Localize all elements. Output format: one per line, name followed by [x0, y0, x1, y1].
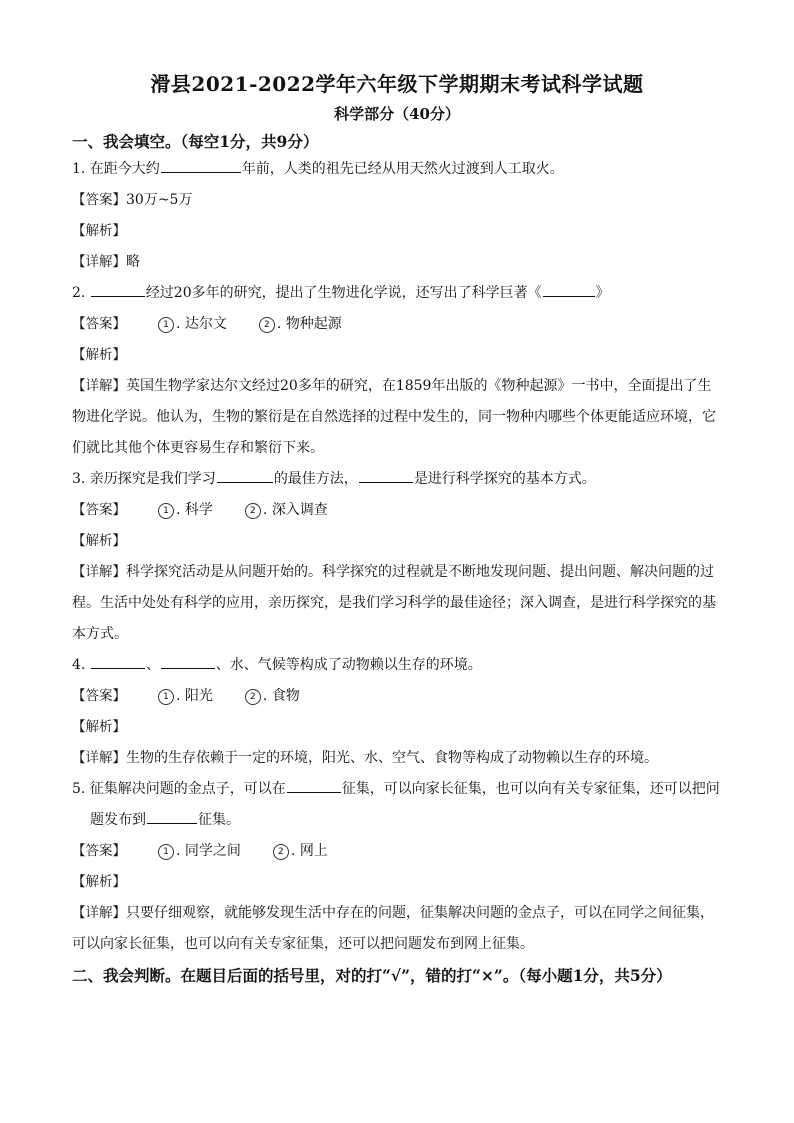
question-5-detail: 【详解】只要仔细观察，就能够发现生活中存在的问题，征集解决问题的金点子，可以在同学之间征集，可以向家长征集，也可以向有关专家征集，还可以把问题发布到网上征集。: [72, 905, 714, 952]
question-1-answer: 【答案】30万~5万: [72, 192, 193, 208]
question-2-analysis: [72, 340, 724, 371]
document-title: 滑县2021-2022学年六年级下学期期末考试科学试题: [150, 72, 644, 96]
question-3-detail: 【详解】科学探究活动是从问题开始的。科学探究的过程就是不断地发现问题、提出问题、解决问题的过程。生活中处处有科学的应用，亲历探究，是我们学习科学的最佳途径；深入调查，是进行科学探究的基本方式。: [72, 564, 716, 642]
circled-number: 2: [245, 689, 261, 705]
analysis-label: 【解析】: [72, 719, 126, 735]
answer-blank: [91, 654, 145, 669]
question-2-detail: 【详解】英国生物学家达尔文经过20多年的研究，在1859年出版的《物种起源》一书中，全面提出了生物进化学说。他认为，生物的繁衍是在自然选择的过程中发生的，同一物种内哪些个体更能适应环境，它们就比其他个体更容易生存和繁衍下来。: [72, 378, 716, 456]
section-2-heading: 二、我会判断。在题目后面的括号里，对的打“√”，错的打“×”。（每小题1分，共5分）: [72, 966, 672, 985]
answer-label: 【答案】: [72, 192, 126, 208]
answer-blank: [91, 282, 145, 297]
answer-blank: [147, 809, 197, 824]
circled-number: 2: [273, 844, 289, 860]
circled-number: 1: [158, 317, 174, 333]
question-3-analysis: [72, 526, 724, 557]
question-4-analysis: [72, 712, 724, 743]
answer-blank: [359, 468, 413, 483]
detail-label: 【详解】: [72, 750, 126, 766]
question-2-answer: 【答案】 1 . 达尔文 2 . 物种起源: [72, 316, 342, 332]
circled-number: 2: [245, 503, 261, 519]
answer-blank: [217, 468, 273, 483]
answer-blank: [161, 158, 241, 173]
section-1-heading: 一、我会填空。（每空1分，共9分）: [72, 132, 319, 151]
answer-label: 【答案】: [72, 316, 126, 332]
detail-label: 【详解】: [72, 378, 126, 394]
question-5: 5. 征集解决问题的金点子，可以在 征集，可以向家长征集，也可以向有关专家征集，还可以把问题发布到 征集。: [90, 774, 724, 836]
question-1: 1. 在距今大约 年前，人类的祖先已经从用天然火过渡到人工取火。: [90, 154, 724, 185]
question-3-answer: 【答案】 1 . 科学 2 . 深入调查: [72, 502, 328, 518]
question-4-answer: 【答案】 1 . 阳光 2 . 食物: [72, 688, 300, 704]
analysis-label: 【解析】: [72, 533, 126, 549]
answer-blank: [161, 654, 215, 669]
circled-number: 2: [259, 317, 275, 333]
analysis-label: 【解析】: [72, 347, 126, 363]
circled-number: 1: [158, 689, 174, 705]
answer-blank: [287, 778, 341, 793]
question-1-detail: 【详解】略: [72, 254, 140, 270]
answer-label: 【答案】: [72, 688, 126, 704]
question-5-analysis: [72, 867, 724, 898]
answer-blank: [543, 282, 595, 297]
circled-number: 1: [158, 844, 174, 860]
document-body: [72, 130, 724, 988]
document-subtitle: 科学部分（40分）: [334, 105, 460, 123]
analysis-label: 【解析】: [72, 223, 126, 239]
answer-label: 【答案】: [72, 843, 126, 859]
question-4-detail: 【详解】生物的生存依赖于一定的环境，阳光、水、空气、食物等构成了动物赖以生存的环境。: [72, 750, 658, 766]
detail-label: 【详解】: [72, 564, 126, 580]
circled-number: 1: [158, 503, 174, 519]
question-5-answer: 【答案】 1 . 同学之间 2 . 网上: [72, 843, 328, 859]
analysis-label: 【解析】: [72, 874, 126, 890]
detail-label: 【详解】: [72, 254, 126, 270]
answer-label: 【答案】: [72, 502, 126, 518]
detail-label: 【详解】: [72, 905, 126, 921]
question-1-analysis: [72, 216, 724, 247]
question-3: 3. 亲历探究是我们学习 的最佳方法， 是进行科学探究的基本方式。: [90, 464, 724, 495]
question-2: 2. 经过20多年的研究，提出了生物进化学说，还写出了科学巨著《 》: [90, 278, 724, 309]
question-4: 4. 、 、水、气候等构成了动物赖以生存的环境。: [90, 650, 724, 681]
